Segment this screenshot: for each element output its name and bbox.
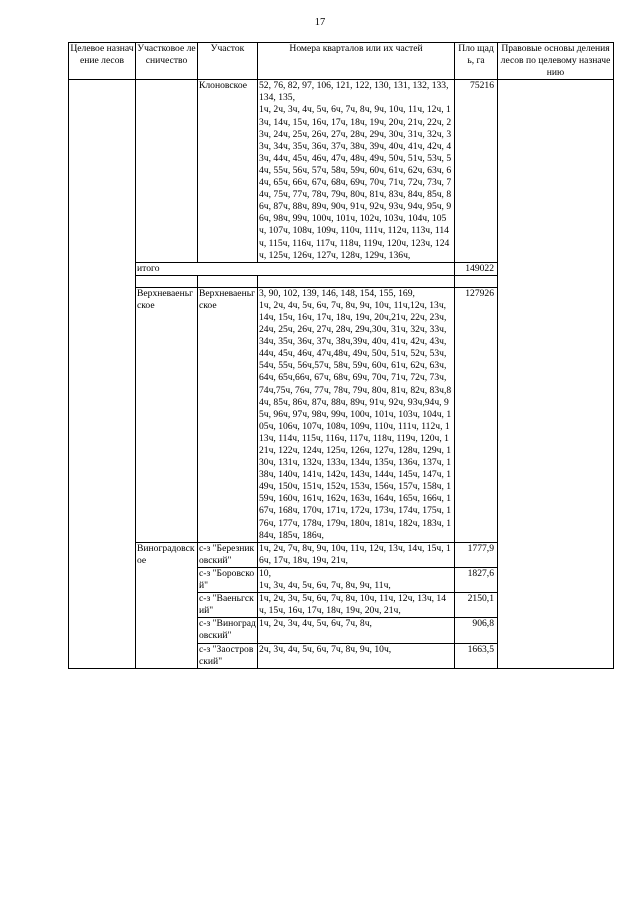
quarters-cell: 1ч, 2ч, 7ч, 8ч, 9ч, 10ч, 11ч, 12ч, 13ч, 14ч, 15ч, 16ч, 17ч, 18ч, 19ч, 21ч, <box>258 542 455 567</box>
district-cell: Виноградовское <box>136 542 198 668</box>
section-cell: с-з "Ваеньгский" <box>198 593 258 618</box>
header-section: Участок <box>198 43 258 80</box>
area-cell: 75216 <box>455 80 498 262</box>
table-row <box>69 80 614 262</box>
area-cell: 1827,6 <box>455 567 498 592</box>
header-legal: Правовые основы деления лесов по целевому назначению <box>498 43 614 80</box>
quarters-cell: 1ч, 2ч, 3ч, 4ч, 5ч, 6ч, 7ч, 8ч, <box>258 618 455 643</box>
section-cell: Клоновское <box>198 80 258 262</box>
spacer-cell <box>198 275 258 287</box>
section-cell: с-з "Боровской" <box>198 567 258 592</box>
district-cell: Верхневаеньгское <box>136 287 198 542</box>
purpose-cell <box>69 80 136 668</box>
header-area: Пло щадь, га <box>455 43 498 80</box>
quarters-cell: 1ч, 2ч, 3ч, 5ч, 6ч, 7ч, 8ч, 10ч, 11ч, 12ч, 13ч, 14ч, 15ч, 16ч, 17ч, 18ч, 19ч, 20ч, 21ч, <box>258 593 455 618</box>
area-cell: 1777,9 <box>455 542 498 567</box>
area-cell: 906,8 <box>455 618 498 643</box>
section-cell: с-з "Березниковский" <box>198 542 258 567</box>
section-cell: с-з "Заостровский" <box>198 643 258 668</box>
page-number: 17 <box>314 17 326 28</box>
header-quarters: Номера кварталов или их частей <box>258 43 455 80</box>
quarters-cell: 2ч, 3ч, 4ч, 5ч, 6ч, 7ч, 8ч, 9ч, 10ч, <box>258 643 455 668</box>
quarters-cell: 10, 1ч, 3ч, 4ч, 5ч, 6ч, 7ч, 8ч, 9ч, 11ч, <box>258 567 455 592</box>
spacer-cell <box>136 275 198 287</box>
legal-cell <box>498 80 614 668</box>
section-cell: с-з "Виноградовский" <box>199 618 256 642</box>
district-cell <box>136 80 198 262</box>
quarters-cell: 52, 76, 82, 97, 106, 121, 122, 130, 131, 132, 133, 134, 135, 1ч, 2ч, 3ч, 4ч, 5ч, 6ч, 7ч, 8ч, 9ч, 10ч, 11ч, 12ч, 13ч, 14ч, 15ч, 16ч, 17ч, 18ч, 19ч, 20ч, 21ч, 22ч, 23ч, 24ч, 25ч, 26ч, 27ч, 28ч, 29ч, 30ч, 31ч, 32ч, 33ч, 34ч, 35ч, 36ч, 37ч, 38ч, 39ч, 40ч, 41ч, 42ч, 43ч, 44ч, 45ч, 46ч, 47ч, 48ч, 49ч, 50ч, 51ч, 53ч, 54ч, 55ч, 56ч, 57ч, 58ч, 59ч, 60ч, 61ч, 62ч, 63ч, 64ч, 65ч, 66ч, 67ч, 68ч, 69ч, 70ч, 71ч, 72ч, 73ч, 74ч, 75ч, 77ч, 78ч, 79ч, 80ч, 81ч, 83ч, 84ч, 85ч, 86ч, 87ч, 88ч, 89ч, 90ч, 91ч, 92ч, 93ч, 94ч, 95ч, 96ч, 98ч, 99ч, 100ч, 101ч, 102ч, 103ч, 104ч, 105ч, 107ч, 108ч, 109ч, 110ч, 111ч, 112ч, 113ч, 114ч, 115ч, 116ч, 117ч, 118ч, 119ч, 120ч, 123ч, 124ч, 125ч, 126ч, 127ч, 128ч, 129ч, 136ч, <box>258 80 455 262</box>
section-cell: Верхневаеньгское <box>198 287 258 542</box>
header-purpose: Целевое назначение лесов <box>69 43 136 80</box>
area-cell: 127926 <box>455 287 498 542</box>
table-header-row <box>69 43 614 80</box>
quarters-cell: 3, 90, 102, 139, 146, 148, 154, 155, 169, 1ч, 2ч, 4ч, 5ч, 6ч, 7ч, 8ч, 9ч, 10ч, 11ч,12ч, 13ч, 14ч, 15ч, 16ч, 17ч, 18ч, 19ч, 20ч,21ч, 22ч, 23ч, 24ч, 25ч, 26ч, 27ч, 28ч, 29ч,30ч, 31ч, 32ч, 33ч, 34ч, 35ч, 36ч, 37ч, 38ч,39ч, 40ч, 41ч, 42ч, 43ч, 44ч, 45ч, 46ч, 47ч,48ч, 49ч, 50ч, 51ч, 52ч, 53ч, 54ч, 55ч, 56ч,57ч, 58ч, 59ч, 60ч, 61ч, 62ч, 63ч, 64ч, 65ч,66ч, 67ч, 68ч, 69ч, 70ч, 71ч, 72ч, 73ч, 74ч,75ч, 76ч, 77ч, 78ч, 79ч, 80ч, 81ч, 82ч, 83ч,84ч, 85ч, 86ч, 87ч, 88ч, 89ч, 91ч, 92ч, 93ч,94ч, 95ч, 96ч, 97ч, 98ч, 99ч, 100ч, 101ч, 103ч, 104ч, 105ч, 106ч, 107ч, 108ч, 109ч, 110ч, 111ч, 112ч, 113ч, 114ч, 115ч, 116ч, 117ч, 118ч, 119ч, 120ч, 121ч, 122ч, 124ч, 125ч, 126ч, 127ч, 128ч, 129ч, 130ч, 131ч, 132ч, 133ч, 134ч, 135ч, 136ч, 137ч, 138ч, 140ч, 141ч, 142ч, 143ч, 144ч, 145ч, 147ч, 149ч, 150ч, 151ч, 152ч, 153ч, 156ч, 157ч, 158ч, 159ч, 160ч, 161ч, 162ч, 163ч, 164ч, 165ч, 166ч, 167ч, 168ч, 170ч, 171ч, 172ч, 173ч, 174ч, 175ч, 176ч, 177ч, 178ч, 179ч, 180ч, 181ч, 182ч, 183ч, 184ч, 185ч, 186ч, <box>258 287 455 542</box>
total-label: итого <box>136 262 455 275</box>
forest-purpose-table <box>68 42 614 669</box>
total-area: 149022 <box>455 262 498 275</box>
header-district: Участковое лесничество <box>136 43 198 80</box>
area-cell: 1663,5 <box>455 643 498 668</box>
spacer-cell <box>455 275 498 287</box>
area-cell: 2150,1 <box>455 593 498 618</box>
spacer-cell <box>258 275 455 287</box>
